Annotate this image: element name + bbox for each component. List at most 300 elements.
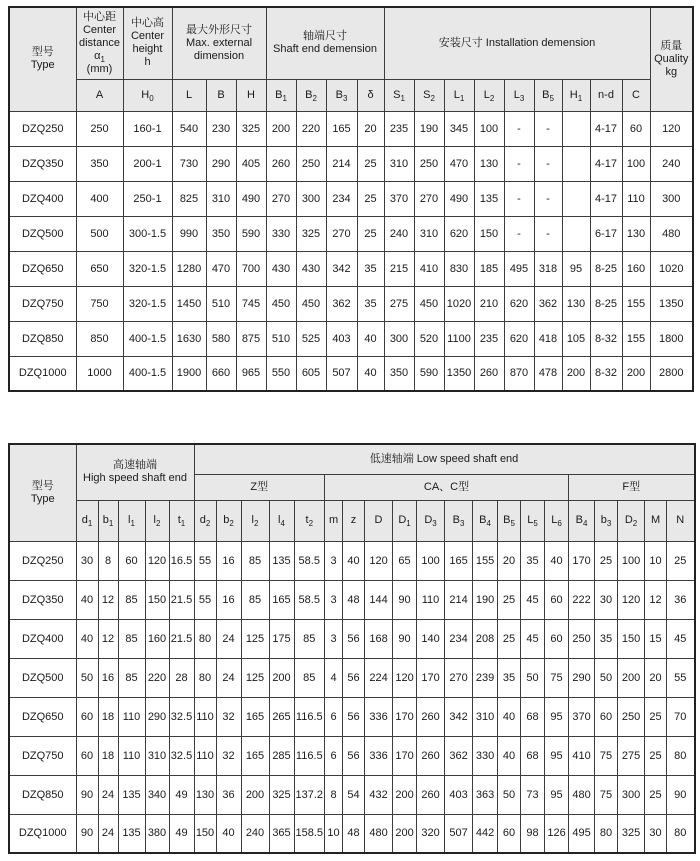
table-cell: 125 xyxy=(241,658,269,697)
table-cell: 150 xyxy=(194,814,216,853)
table-cell: 35 xyxy=(521,541,545,580)
table-cell: 260 xyxy=(417,697,445,736)
table-cell: 208 xyxy=(473,619,498,658)
table-cell: 25 xyxy=(498,619,521,658)
table-cell: 10 xyxy=(325,814,343,853)
table-cell: 224 xyxy=(365,658,393,697)
table-cell: 1350 xyxy=(650,286,693,321)
column-header: $b_3$ xyxy=(595,500,618,541)
row-type: DZQ750 xyxy=(9,736,76,775)
table-cell: 275 xyxy=(384,286,414,321)
table-cell: - xyxy=(534,146,562,181)
table-cell: 185 xyxy=(474,251,504,286)
table-cell: 275 xyxy=(618,736,645,775)
table-cell: 190 xyxy=(414,111,444,146)
table-cell: 95 xyxy=(562,251,590,286)
table-cell: 48 xyxy=(343,580,365,619)
table-cell: 150 xyxy=(618,619,645,658)
table-cell: 495 xyxy=(504,251,534,286)
table-cell: 20 xyxy=(498,541,521,580)
subgroup-header: Z型 xyxy=(194,474,325,500)
table-cell: 60 xyxy=(76,697,98,736)
table-cell: 45 xyxy=(521,580,545,619)
row-type: DZQ400 xyxy=(9,619,76,658)
table-cell: 403 xyxy=(445,775,473,814)
table-cell: 95 xyxy=(545,697,569,736)
table-cell: 310 xyxy=(473,697,498,736)
table-cell: 350 xyxy=(384,356,414,391)
column-header: $B_5$ xyxy=(498,500,521,541)
table-cell: 15 xyxy=(645,619,667,658)
table-cell: 270 xyxy=(326,216,357,251)
table-cell: 49 xyxy=(169,775,194,814)
quality-column-header: 质量 Quality kg xyxy=(650,7,693,111)
table-cell: 126 xyxy=(545,814,569,853)
table-cell: 200 xyxy=(269,658,294,697)
column-header: $D_2$ xyxy=(618,500,645,541)
table-cell: 32.5 xyxy=(169,736,194,775)
table-cell: 330 xyxy=(266,216,296,251)
table-cell: 16.5 xyxy=(169,541,194,580)
table-cell: 4-17 xyxy=(590,146,622,181)
table-cell: 850 xyxy=(76,321,123,356)
table-cell: 362 xyxy=(534,286,562,321)
table1-body xyxy=(9,111,693,391)
table1-header xyxy=(9,7,693,111)
subgroup-header: F型 xyxy=(569,474,695,500)
table-row xyxy=(9,775,695,814)
table-cell: 50 xyxy=(498,775,521,814)
table-cell: 12 xyxy=(98,619,118,658)
table-cell: 165 xyxy=(241,697,269,736)
table-cell: 155 xyxy=(622,321,650,356)
header-row xyxy=(9,79,693,111)
column-header: $L_6$ xyxy=(545,500,569,541)
table-cell: 35 xyxy=(357,251,384,286)
table-cell: 16 xyxy=(98,658,118,697)
table-cell: 270 xyxy=(445,658,473,697)
table-cell: 56 xyxy=(343,658,365,697)
table-cell: 400-1.5 xyxy=(123,356,172,391)
table-cell: 56 xyxy=(343,619,365,658)
table-cell: 98 xyxy=(521,814,545,853)
table-cell: 49 xyxy=(169,814,194,853)
dimension-spec-table xyxy=(8,6,694,392)
table-row xyxy=(9,216,693,251)
high-speed-group-header: 高速轴端 High speed shaft end xyxy=(76,444,194,500)
table-cell: 285 xyxy=(269,736,294,775)
column-header: M xyxy=(645,500,667,541)
table-cell: 363 xyxy=(473,775,498,814)
table-cell: 320 xyxy=(417,814,445,853)
table-cell: 300 xyxy=(618,775,645,814)
table-cell: 90 xyxy=(393,580,417,619)
table2-body xyxy=(9,541,695,853)
table-cell: 21.5 xyxy=(169,619,194,658)
table-cell: 25 xyxy=(357,216,384,251)
table-cell: 25 xyxy=(645,775,667,814)
column-header: $t_1$ xyxy=(169,500,194,541)
table-cell: 160-1 xyxy=(123,111,172,146)
table-cell: 36 xyxy=(667,580,695,619)
table-cell: 650 xyxy=(76,251,123,286)
table-cell: 130 xyxy=(562,286,590,321)
table-cell: 250 xyxy=(76,111,123,146)
table-cell: 320-1.5 xyxy=(123,286,172,321)
table-cell: 300 xyxy=(296,181,326,216)
table-cell: 410 xyxy=(414,251,444,286)
table-cell: 165 xyxy=(241,736,269,775)
table-cell: 4-17 xyxy=(590,111,622,146)
table-cell: 110 xyxy=(194,736,216,775)
table-cell: 525 xyxy=(296,321,326,356)
header-row xyxy=(9,444,695,474)
table-cell: 325 xyxy=(236,111,266,146)
table-cell: 418 xyxy=(534,321,562,356)
table-cell: 25 xyxy=(357,181,384,216)
table-cell: 73 xyxy=(521,775,545,814)
table-cell: 520 xyxy=(414,321,444,356)
table-cell: 25 xyxy=(667,541,695,580)
column-header: D xyxy=(365,500,393,541)
table-cell: 155 xyxy=(622,286,650,321)
column-header: m xyxy=(325,500,343,541)
table-cell: 250 xyxy=(618,697,645,736)
table-row xyxy=(9,111,693,146)
table-cell: 300 xyxy=(650,181,693,216)
table-row xyxy=(9,619,695,658)
table-cell: 85 xyxy=(241,580,269,619)
table-cell: 55 xyxy=(194,580,216,619)
table-cell: 990 xyxy=(172,216,206,251)
table-cell: 12 xyxy=(98,580,118,619)
table-cell: 1900 xyxy=(172,356,206,391)
table-cell: 165 xyxy=(269,580,294,619)
column-header: $H_1$ xyxy=(562,79,590,111)
table-cell: - xyxy=(534,216,562,251)
table-row xyxy=(9,814,695,853)
table-cell: 200 xyxy=(618,658,645,697)
table-cell: 80 xyxy=(667,736,695,775)
group-header: 中心距 Center distance $\alpha_1$ (mm) xyxy=(76,7,123,79)
table-cell: 60 xyxy=(76,736,98,775)
table-row xyxy=(9,541,695,580)
table-cell: 120 xyxy=(365,541,393,580)
table-cell: 250 xyxy=(569,619,595,658)
table-cell: 470 xyxy=(206,251,236,286)
table-cell: 60 xyxy=(545,580,569,619)
table-cell: 68 xyxy=(521,736,545,775)
table-cell: 730 xyxy=(172,146,206,181)
table-cell: 135 xyxy=(269,541,294,580)
column-header: H xyxy=(236,79,266,111)
table-cell: 40 xyxy=(545,541,569,580)
table-cell: 540 xyxy=(172,111,206,146)
table-cell: 10 xyxy=(645,541,667,580)
row-type: DZQ400 xyxy=(9,181,76,216)
table-cell: 35 xyxy=(357,286,384,321)
table-cell: 507 xyxy=(326,356,357,391)
column-header: $b_1$ xyxy=(98,500,118,541)
column-header: $B_3$ xyxy=(445,500,473,541)
table-cell: 290 xyxy=(206,146,236,181)
table-cell: 130 xyxy=(622,216,650,251)
column-header: $l_2$ xyxy=(145,500,169,541)
table-cell: 4-17 xyxy=(590,181,622,216)
table-cell: 8-25 xyxy=(590,286,622,321)
table-cell: 110 xyxy=(622,181,650,216)
table-cell: 105 xyxy=(562,321,590,356)
table-cell: 200 xyxy=(393,775,417,814)
table-cell: 1450 xyxy=(172,286,206,321)
table-cell: 235 xyxy=(474,321,504,356)
table-cell: 310 xyxy=(384,146,414,181)
table-cell: 300-1.5 xyxy=(123,216,172,251)
shaft-end-spec-table xyxy=(8,443,696,854)
table-cell: 130 xyxy=(194,775,216,814)
table-cell: 432 xyxy=(365,775,393,814)
table-cell: 85 xyxy=(118,658,145,697)
table-cell: 510 xyxy=(266,321,296,356)
table-cell: 24 xyxy=(216,658,241,697)
table-cell: 85 xyxy=(118,619,145,658)
table-cell: 40 xyxy=(498,736,521,775)
table-cell: 45 xyxy=(521,619,545,658)
table-cell: - xyxy=(504,111,534,146)
table-cell: 170 xyxy=(417,658,445,697)
group-header: 安装尺寸 Installation demension xyxy=(384,7,650,79)
table-cell: 605 xyxy=(296,356,326,391)
table-cell: 490 xyxy=(444,181,474,216)
table-cell: 90 xyxy=(76,775,98,814)
table-cell: 300 xyxy=(384,321,414,356)
table-cell: 25 xyxy=(645,736,667,775)
table-cell: 50 xyxy=(76,658,98,697)
table-cell: 495 xyxy=(569,814,595,853)
table-cell: 325 xyxy=(618,814,645,853)
column-header: $B_4$ xyxy=(569,500,595,541)
table-cell: 222 xyxy=(569,580,595,619)
table-cell: 1020 xyxy=(650,251,693,286)
group-header: 中心高 Center height h xyxy=(123,7,172,79)
table-cell: 90 xyxy=(76,814,98,853)
table-cell: 40 xyxy=(216,814,241,853)
column-header: $L_2$ xyxy=(474,79,504,111)
table-cell: 190 xyxy=(473,580,498,619)
table-cell: 24 xyxy=(98,775,118,814)
column-header: C xyxy=(622,79,650,111)
table-cell: 507 xyxy=(445,814,473,853)
row-type: DZQ850 xyxy=(9,775,76,814)
table-row xyxy=(9,286,693,321)
table-cell: 32 xyxy=(216,697,241,736)
table-row xyxy=(9,321,693,356)
table-cell: 18 xyxy=(98,697,118,736)
table-cell: 116.5 xyxy=(294,736,325,775)
table-cell: 80 xyxy=(667,814,695,853)
table-cell: 20 xyxy=(357,111,384,146)
table-row xyxy=(9,251,693,286)
table-cell: 100 xyxy=(618,541,645,580)
table-cell: 965 xyxy=(236,356,266,391)
table-cell: 290 xyxy=(145,697,169,736)
column-header: N xyxy=(667,500,695,541)
table-cell: 290 xyxy=(569,658,595,697)
group-header: 最大外形尺寸 Max. external dimension xyxy=(172,7,266,79)
table-cell xyxy=(562,146,590,181)
table-cell: 480 xyxy=(650,216,693,251)
table-cell: 16 xyxy=(216,580,241,619)
table-cell: 25 xyxy=(357,146,384,181)
table-cell xyxy=(562,216,590,251)
table-cell: 56 xyxy=(343,697,365,736)
table-cell: 1630 xyxy=(172,321,206,356)
table-cell: - xyxy=(504,146,534,181)
subgroup-header: CA、C型 xyxy=(325,474,569,500)
table-cell: 55 xyxy=(194,541,216,580)
table-cell: 340 xyxy=(145,775,169,814)
column-header: n-d xyxy=(590,79,622,111)
table-cell: 450 xyxy=(414,286,444,321)
table-cell: 240 xyxy=(650,146,693,181)
table-cell: - xyxy=(504,181,534,216)
table-cell: 150 xyxy=(145,580,169,619)
table-cell: 234 xyxy=(326,181,357,216)
table-cell xyxy=(562,111,590,146)
table-cell: 60 xyxy=(545,619,569,658)
table-cell: 116.5 xyxy=(294,697,325,736)
row-type: DZQ500 xyxy=(9,216,76,251)
column-header: $L_5$ xyxy=(521,500,545,541)
table-cell: 1350 xyxy=(444,356,474,391)
column-header: $l_1$ xyxy=(118,500,145,541)
table-cell: 8-32 xyxy=(590,321,622,356)
table-cell: 325 xyxy=(269,775,294,814)
table-cell: 400-1.5 xyxy=(123,321,172,356)
table-cell: 370 xyxy=(384,181,414,216)
column-header: $l_4$ xyxy=(269,500,294,541)
row-type: DZQ500 xyxy=(9,658,76,697)
table-cell: 870 xyxy=(504,356,534,391)
type-column-header: 型号 Type xyxy=(9,7,76,111)
group-header: 轴端尺寸 Shaft end demension xyxy=(266,7,384,79)
table-cell: 200 xyxy=(266,111,296,146)
table-cell: 350 xyxy=(76,146,123,181)
table-cell: 150 xyxy=(474,216,504,251)
table-cell: 480 xyxy=(569,775,595,814)
table-cell: 60 xyxy=(595,697,618,736)
table-cell: 350 xyxy=(206,216,236,251)
table-cell: 68 xyxy=(521,697,545,736)
header-row xyxy=(9,7,693,79)
table-cell: 35 xyxy=(498,658,521,697)
column-header: $L_3$ xyxy=(504,79,534,111)
row-type: DZQ1000 xyxy=(9,356,76,391)
table-cell: 336 xyxy=(365,736,393,775)
table-cell: 110 xyxy=(118,736,145,775)
table-cell: 450 xyxy=(296,286,326,321)
table-cell: 220 xyxy=(296,111,326,146)
table-cell: 825 xyxy=(172,181,206,216)
table-cell: 40 xyxy=(343,541,365,580)
row-type: DZQ650 xyxy=(9,251,76,286)
table-cell: 8 xyxy=(98,541,118,580)
table-cell: 3 xyxy=(325,619,343,658)
column-header: $l_2$ xyxy=(241,500,269,541)
table-cell: 85 xyxy=(294,658,325,697)
table-cell: 16 xyxy=(216,541,241,580)
table-cell: 550 xyxy=(266,356,296,391)
table-cell: 442 xyxy=(473,814,498,853)
table-cell: 135 xyxy=(118,814,145,853)
table-cell: 250 xyxy=(296,146,326,181)
table-cell: 320-1.5 xyxy=(123,251,172,286)
row-type: DZQ250 xyxy=(9,541,76,580)
row-type: DZQ650 xyxy=(9,697,76,736)
column-header: z xyxy=(343,500,365,541)
table-cell: 342 xyxy=(445,697,473,736)
table-cell: 260 xyxy=(266,146,296,181)
table-cell: 380 xyxy=(145,814,169,853)
table-cell: 28 xyxy=(169,658,194,697)
table-cell: 110 xyxy=(194,697,216,736)
table-cell: 58.5 xyxy=(294,580,325,619)
header-row xyxy=(9,500,695,541)
table-cell: 336 xyxy=(365,697,393,736)
table-cell: 100 xyxy=(474,111,504,146)
table-cell: 25 xyxy=(595,541,618,580)
column-header: $t_2$ xyxy=(294,500,325,541)
table-cell: 270 xyxy=(414,181,444,216)
table-cell: 260 xyxy=(417,775,445,814)
table-cell: 25 xyxy=(498,580,521,619)
table-cell: 345 xyxy=(444,111,474,146)
table-cell: 200-1 xyxy=(123,146,172,181)
table-cell: 95 xyxy=(545,775,569,814)
column-header: $b_2$ xyxy=(216,500,241,541)
table-cell: 30 xyxy=(645,814,667,853)
row-type: DZQ250 xyxy=(9,111,76,146)
table-cell: 200 xyxy=(241,775,269,814)
table-cell: 240 xyxy=(384,216,414,251)
table-cell: 85 xyxy=(241,541,269,580)
table-cell: 310 xyxy=(206,181,236,216)
table-cell: 325 xyxy=(296,216,326,251)
table-row xyxy=(9,580,695,619)
table-cell: 30 xyxy=(76,541,98,580)
table-cell: 40 xyxy=(357,321,384,356)
table-cell: 18 xyxy=(98,736,118,775)
table-cell: 362 xyxy=(326,286,357,321)
table-cell: 32.5 xyxy=(169,697,194,736)
column-header: $H_0$ xyxy=(123,79,172,111)
table-cell: 405 xyxy=(236,146,266,181)
table-row xyxy=(9,658,695,697)
column-header: $S_2$ xyxy=(414,79,444,111)
table-cell: 60 xyxy=(118,541,145,580)
table-cell: 8 xyxy=(325,775,343,814)
table-cell: 90 xyxy=(667,775,695,814)
table-cell: 480 xyxy=(365,814,393,853)
table-cell: 120 xyxy=(145,541,169,580)
table-cell: 230 xyxy=(206,111,236,146)
column-header: $S_1$ xyxy=(384,79,414,111)
column-header: $L_1$ xyxy=(444,79,474,111)
table-cell: 1020 xyxy=(444,286,474,321)
table-cell: 620 xyxy=(504,321,534,356)
table-cell: 200 xyxy=(393,814,417,853)
row-type: DZQ750 xyxy=(9,286,76,321)
